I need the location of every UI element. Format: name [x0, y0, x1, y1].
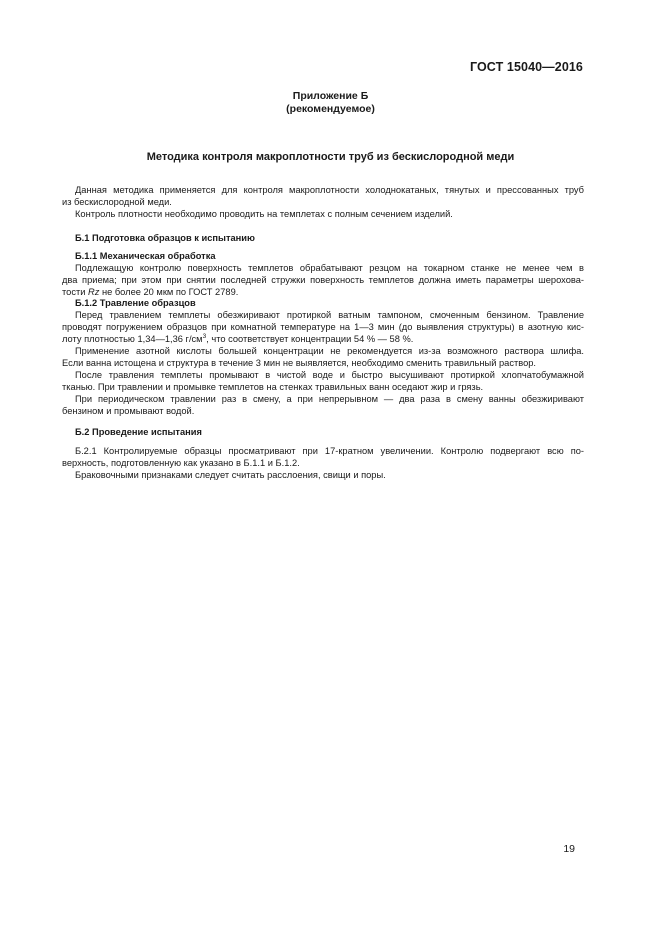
subsection-b1-1-text: Подлежащую контролю поверхность темплетов обрабатывают резцом на токарном станке не менее чем в два приема; при этом при снятии последней стружки поверхность темплетов должна иметь параметры шерохова- тости Rz не более 20 мкм по ГОСТ 2789. — [62, 263, 584, 297]
appendix-label: Приложение Б — [292, 90, 369, 102]
subsection-b1-2-paragraph-3: После травления темплеты промывают в чистой воде и быстро высушивают протиркой хлопчатобумажной тканью. При травлении и промывке темплетов на стенках травильных ванн оседают жир и грязь. — [62, 370, 584, 392]
subsection-b1-2-paragraph-4: При периодическом травлении раз в смену, а при непрерывном — два раза в смену ванны обезжиривают бензином и промывают водой. — [62, 394, 584, 416]
appendix-status: (рекомендуемое) — [286, 103, 375, 115]
section-b1-heading: Б.1 Подготовка образцов к испытанию — [75, 233, 255, 243]
subsection-b1-2-paragraph-1: Перед травлением темплеты обезжиривают протиркой ватным тампоном, смоченным бензином. Травление проводят погружением образцов при комнатной температуре на 1—3 мин (до выявления структуры) в азотную кис- лоту плотностью 1,34—1,36 $г/см^3$, что соответствует концентрации 54 % — 58 %. — [62, 310, 584, 344]
subsection-b1-2-paragraph-2: Применение азотной кислоты большей концентрации не рекомендуется из-за возможного раствора шлифа. Если ванна истощена и структура в течение 3 мин не выявляется, необходимо сменить травильный раствор. — [62, 346, 584, 368]
standard-designation: ГОСТ 15040—2016 — [469, 60, 583, 74]
page-number: 19 — [563, 843, 575, 855]
document-title: Методика контроля макроплотности труб из бескислородной меди — [146, 151, 515, 163]
section-b2-paragraph-2: Браковочными признаками следует считать расслоения, свищи и поры. — [75, 470, 386, 480]
intro-paragraph-2: Контроль плотности необходимо проводить на темплетах с полным сечением изделий. — [75, 209, 453, 219]
intro-paragraph-1: Данная методика применяется для контроля макроплотности холоднокатаных, тянутых и прессованных труб из бескислородной меди. — [62, 185, 584, 207]
section-b2-heading: Б.2 Проведение испытания — [75, 427, 202, 437]
subsection-b1-1-heading: Б.1.1 Механическая обработка — [75, 251, 216, 261]
section-b2-paragraph-1: Б.2.1 Контролируемые образцы просматривают при 17-кратном увеличении. Контролю подвергают всю по- верхность, подготовленную как указано в Б.1.1 и Б.1.2. — [62, 446, 584, 468]
subsection-b1-2-heading: Б.1.2 Травление образцов — [75, 298, 196, 308]
appendix-heading — [0, 90, 661, 116]
